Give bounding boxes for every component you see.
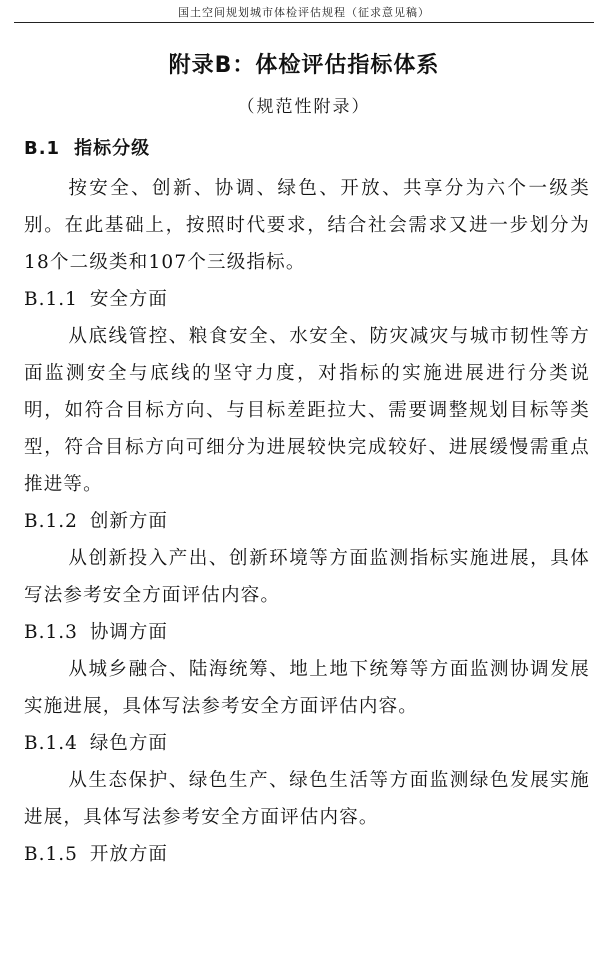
section-heading <box>24 134 150 160</box>
subsection-number: B.1.5 <box>24 844 78 865</box>
section-number: B.1 <box>24 138 61 159</box>
subsection-heading-2 <box>24 503 590 540</box>
subsection-heading-5 <box>24 836 590 873</box>
appendix-title: 附录B：体检评估指标体系 <box>168 53 440 78</box>
section-intro-paragraph: 按安全、创新、协调、绿色、开放、共享分为六个一级类别。在此基础上，按照时代要求，结合社会需求又进一步划分为18个二级类和107个三级指标。 <box>24 178 590 273</box>
subsection-number: B.1.4 <box>24 733 78 754</box>
subsection-paragraph-3: 从城乡融合、陆海统筹、地上地下统筹等方面监测协调发展实施进展，具体写法参考安全方面评估内容。 <box>24 659 590 717</box>
document-body <box>24 170 590 873</box>
subsection-title: 开放方面 <box>89 844 168 865</box>
subsection-heading-1 <box>24 281 590 318</box>
subsection-number: B.1.2 <box>24 511 78 532</box>
subsection-heading-3 <box>24 614 590 651</box>
subsection-heading-4 <box>24 725 590 762</box>
subsection-title: 协调方面 <box>89 622 168 643</box>
subsection-title: 安全方面 <box>89 289 168 310</box>
subsection-title: 绿色方面 <box>89 733 168 754</box>
subsection-paragraph-4: 从生态保护、绿色生产、绿色生活等方面监测绿色发展实施进展，具体写法参考安全方面评估内容。 <box>24 770 590 828</box>
subsection-number: B.1.3 <box>24 622 78 643</box>
subsection-paragraph-1: 从底线管控、粮食安全、水安全、防灾减灾与城市韧性等方面监测安全与底线的坚守力度，对指标的实施进展进行分类说明，如符合目标方向、与目标差距拉大、需要调整规划目标等类型，符合目标方向可细分为进展较快完成较好、进展缓慢需重点推进等。 <box>24 326 590 495</box>
section-title: 指标分级 <box>74 138 151 159</box>
header-rule <box>14 22 594 23</box>
subsection-number: B.1.1 <box>24 289 78 310</box>
subsection-paragraph-2: 从创新投入产出、创新环境等方面监测指标实施进展，具体写法参考安全方面评估内容。 <box>24 548 590 606</box>
appendix-subtitle: （规范性附录） <box>237 97 371 117</box>
subsection-title: 创新方面 <box>89 511 168 532</box>
running-header: 国土空间规划城市体检评估规程（征求意见稿） <box>178 6 430 19</box>
